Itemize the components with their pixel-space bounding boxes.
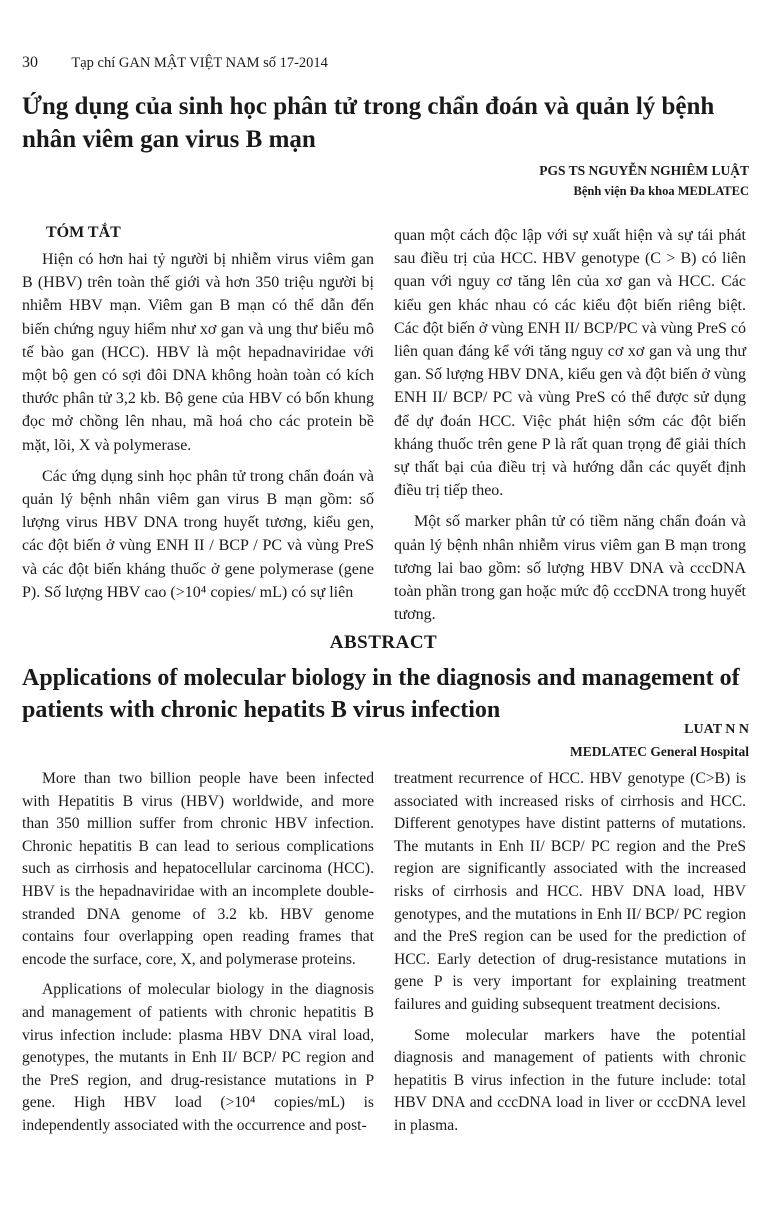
vn-paragraph: Các ứng dụng sinh học phân tử trong chẩn đoán và quản lý bệnh nhân viêm gan virus B mạn gồm: số lượng virus HBV DNA trong huyết tương, kiểu gen, các đột biến ở vùng ENH II / BCP / PC và vùng PreS và các đột biến kháng thuốc ở gene polymerase (gene P). Số lượng HBV cao (>10⁴ copies/ mL) có sự liên — [22, 467, 374, 601]
running-header — [22, 54, 328, 72]
journal-name: Tạp chí GAN MẬT VIỆT NAM số 17-2014 — [71, 55, 328, 71]
en-paragraph: Applications of molecular biology in the diagnosis and management of patients with chronic hepatitis B virus infection include: plasma HBV DNA viral load, genotypes, the mutants in Enh II/ BCP/ PC region and the PreS region, and drug-resistance mutations in P gene. High HBV load (>10⁴ copies/mL) is independently associated with the occurrence and post- — [22, 981, 374, 1134]
english-title: Applications of molecular biology in the diagnosis and management of patients with chronic hepatits B virus infection — [22, 665, 740, 723]
vietnamese-left-column — [22, 248, 374, 612]
english-author: LUAT N N — [684, 722, 749, 737]
vietnamese-institution: Bệnh viện Đa khoa MEDLATEC — [573, 184, 749, 198]
vietnamese-author: PGS TS NGUYỄN NGHIÊM LUẬT — [539, 163, 749, 178]
en-paragraph: Some molecular markers have the potential diagnosis and management of patients with chronic hepatitis B virus infection in the future include: total HBV DNA and cccDNA load in liver or cccDNA level in plasma. — [394, 1026, 746, 1134]
vietnamese-title: Ứng dụng của sinh học phân tử trong chẩn đoán và quản lý bệnh nhân viêm gan virus B mạn — [22, 93, 715, 153]
abstract-heading: ABSTRACT — [329, 632, 438, 653]
vietnamese-right-column — [394, 224, 746, 634]
page-number: 30 — [22, 54, 38, 71]
en-paragraph: More than two billion people have been infected with Hepatitis B virus (HBV) worldwide, and more than 350 million suffer from chronic HBV infection. Chronic hepatitis B can lead to serious complications such as cirrhosis and hepatocellular carcinoma (HCC). HBV is the hepadnaviridae with an incomplete double-stranded DNA genome of 3.2 kb. HBV genome contains four overlapping open reading frames that encode the surface, core, X, and polymerase proteins. — [22, 770, 374, 968]
english-left-column — [22, 768, 374, 1146]
english-institution: MEDLATEC General Hospital — [569, 744, 749, 759]
vn-paragraph: Hiện có hơn hai tỷ người bị nhiễm virus viêm gan B (HBV) trên toàn thế giới và hơn 350 triệu người bị nhiễm HBV mạn. Viêm gan B mạn có thể dẫn đến biến chứng nguy hiểm như xơ gan và ung thư biểu mô tế bào gan (HCC). HBV là một hepadnaviridae với một bộ gen có sợi đôi DNA không hoàn toàn có kích thước phân tử 3,2 kb. Bộ gene của HBV có bốn khung đọc mở chồng lên nhau, mã hoá cho các protein bề mặt, lõi, X và polymerase. — [22, 251, 374, 454]
vn-paragraph: Một số marker phân tử có tiềm năng chẩn đoán và quản lý bệnh nhân nhiễm virus viêm gan B mạn trong tương lai bao gồm: số lượng HBV DNA và cccDNA toàn phần trong gan hoặc mức độ cccDNA trong huyết tương. — [394, 513, 746, 624]
vn-paragraph: quan một cách độc lập với sự xuất hiện và sự tái phát sau điều trị của HCC. HBV genotype (C > B) có liên quan với nguy cơ tăng lên của xơ gan và HCC. Các kiểu gen khác nhau có các kiểu đột biến riêng biệt. Các đột biến ở vùng ENH II/ BCP/PC và vùng PreS có liên quan đáng kể với tăng nguy cơ xơ gan và ung thư gan. Số lượng HBV DNA, kiểu gen và đột biến ở vùng ENH II/ BCP/ PC và vùng PreS có thể được sử dụng để dự đoán HCC. Việc phát hiện sớm các đột biến kháng thuốc trên gene P là rất quan trọng để giải thích sự thất bại của điều trị và hướng dẫn các quyết định điều trị tiếp theo. — [394, 227, 746, 500]
english-right-column — [394, 768, 746, 1146]
en-paragraph: treatment recurrence of HCC. HBV genotype (C>B) is associated with increased risks of cirrhosis and HCC. Different genotypes have distint patterns of mutations. The mutants in Enh II/ BCP/ PC region and the PreS region are significantly associated with the increased risks of cirrhosis and HCC. HBV DNA load, HBV genotypes, and the mutations in Enh II/ BCP/ PC region and the PreS region can be used for the prediction of HCC. Early detection of drug-resistance mutations in gene P is very important for explaining treatment failures and guiding subsequent treatment decisions. — [394, 770, 746, 1013]
summary-heading: TÓM TẮT — [46, 224, 121, 241]
